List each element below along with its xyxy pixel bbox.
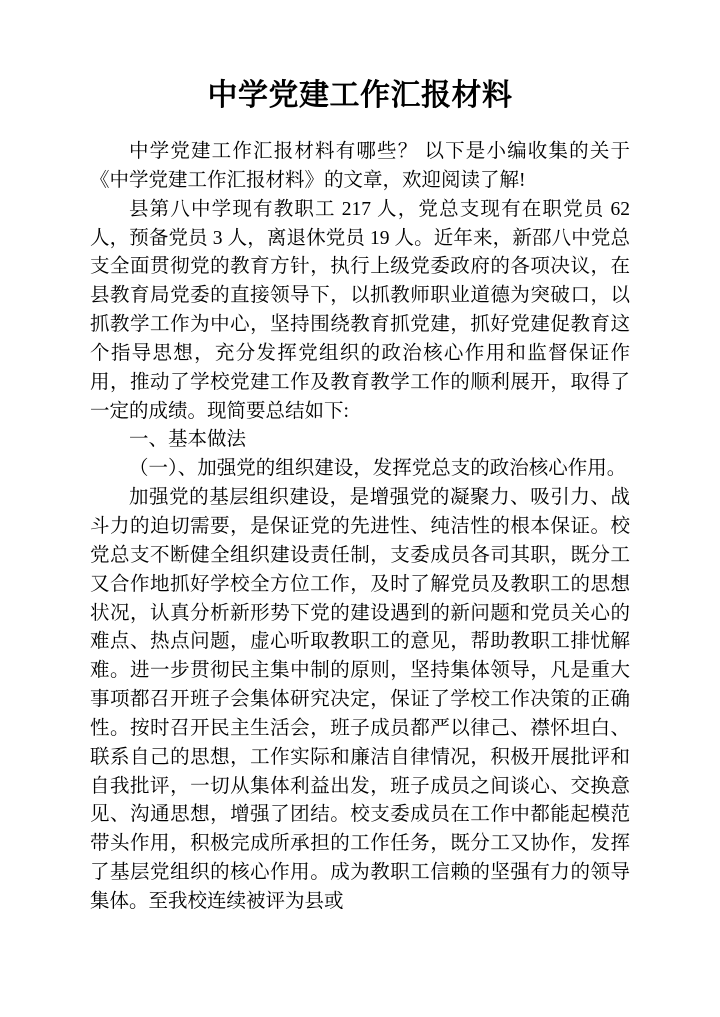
- intro-paragraph: 中学党建工作汇报材料有哪些？ 以下是小编收集的关于《中学党建工作汇报材料》的文章，欢迎阅读了解!: [90, 141, 630, 191]
- document-title: [90, 78, 630, 114]
- body-paragraph: 加强党的基层组织建设，是增强党的凝聚力、吸引力、战斗力的迫切需要，是保证党的先进性、纯洁性的根本保证。校党总支不断健全组织建设责任制，支委成员各司其职，既分工又合作地抓好学校全方位工作，及时了解党员及教职工的思想状况，认真分析新形势下党的建设遇到的新问题和党员关心的难点、热点问题，虚心听取教职工的意见，帮助教职工排忧解难。进一步贯彻民主集中制的原则，坚持集体领导，凡是重大事项都召开班子会集体研究决定，保证了学校工作决策的正确性。按时召开民主生活会，班子成员都严以律己、襟怀坦白、联系自己的思想，工作实际和廉洁自律情况，积极开展批评和自我批评，一切从集体利益出发，班子成员之间谈心、交换意见、沟通思想，增强了团结。校支委成员在工作中都能起模范带头作用，积极完成所承担的工作任务，既分工又协作，发挥了基层党组织的核心作用。成为教职工信赖的坚强有力的领导集体。至我校连续被评为县或: [90, 487, 630, 912]
- section-heading: 一、基本做法: [129, 429, 247, 451]
- overview-paragraph: 县第八中学现有教职工 217 人，党总支现有在职党员 62 人，预备党员 3 人，离退休党员 19 人。近年来，新邵八中党总支全面贯彻党的教育方针，执行上级党委政府的各项决议，在县教育局党委的直接领导下，以抓教师职业道德为突破口，以抓教学工作为中心，坚持围绕教育抓党建，抓好党建促教育这个指导思想，充分发挥党组织的政治核心作用和监督保证作用，推动了学校党建工作及教育教学工作的顺利展开，取得了一定的成绩。现简要总结如下:: [90, 198, 630, 422]
- document-body: [90, 138, 630, 917]
- document-title-text: 中学党建工作汇报材料: [207, 79, 513, 112]
- subsection-heading: （一）、加强党的组织建设，发挥党总支的政治核心作用。: [129, 458, 627, 480]
